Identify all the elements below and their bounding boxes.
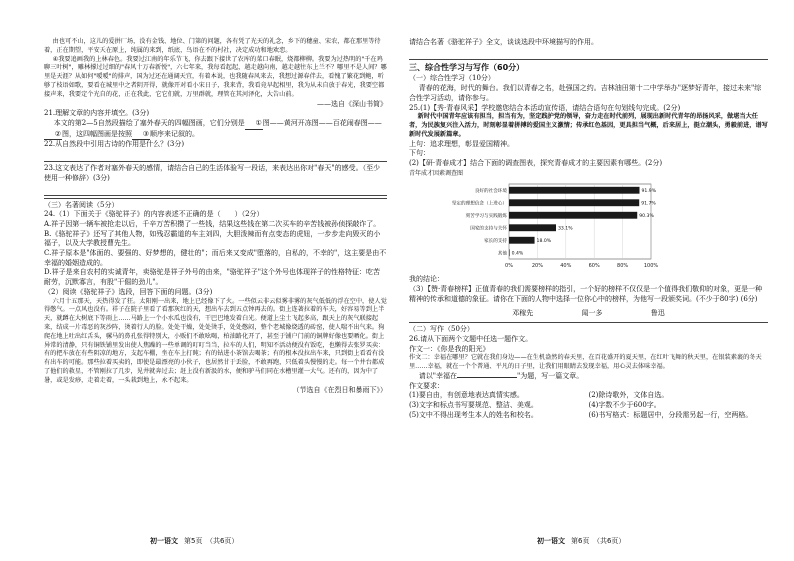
bar <box>509 187 639 194</box>
page-footer: 初一语文 第5页 （共6页） <box>150 537 239 546</box>
category-label: 良好的社会环境 <box>474 189 507 195</box>
question-25-1: 25.(1)【秀·青春风采】学校邀您结合本活动宣传语，请结合语句在句划线句完成。(2分) <box>409 103 681 112</box>
survey-chart <box>413 181 673 273</box>
title-blank[interactable] <box>457 377 517 378</box>
question-25-3: （3）【赞·青春榜样】正值青春的我们需要榜样的指引，一个好的榜样不仅仅是一个值得我们敬仰的对象，更是一种精神的传承和道德的象征。请你在下面的人物中选择一位你心中的榜样，为他写一段颁奖词。(不少于80字) (6分) <box>409 285 763 303</box>
candidate-name[interactable]: 邓稼先 <box>512 308 534 317</box>
bar <box>509 225 556 232</box>
passage-paragraph: 由也可不山，这儿的爱拼厂场，没有金钱、地位、门第的问题，各有凭了光天的礼念，乡下的穗童、宋农，都在那里等待着，正在期望，平安夭在原上，纯属的来到，纸底，鸟语在不的村社，决定成功和地欢恋。 <box>44 38 381 54</box>
subsection-heading: （一）综合性学习（10分） <box>409 74 495 83</box>
activity-intro: 青春的花海，时代的舞台。我们以青春之名，赴强国之约。吉林油田第十二中学举办"逐梦好青年，接过未来"综合性学习活动，请你参与。 <box>409 84 762 102</box>
category-label: 其他 <box>497 251 507 257</box>
divider <box>44 198 387 199</box>
question-23: 23.这文表达了作者对塞外春天的感情，请结合自己的生活体验写一段话，来表达出你对"春天"的感受。（至少使用一种修辞）(3分) <box>44 164 381 182</box>
question-24: 24.（1）下面关于《骆驼祥子》的内容表述不正确的是（ ）（2分） <box>44 210 264 219</box>
x-tick-label: 60% <box>588 263 600 270</box>
category-label: 坚定的理想信念（上进心） <box>451 201 507 207</box>
option-c: C.祥子原本是"体面的、要强的、好梦想的，健壮的"；而后来又变成"堕落的，自私的，不幸的"，这主要是由不幸福的婚姻造成的。 <box>44 249 387 267</box>
answer-line[interactable] <box>44 152 387 162</box>
section-title: 三、综合性学习与写作（60分） <box>409 62 525 72</box>
passage-source: ——选自《深山书简》 <box>317 99 387 108</box>
survey-bar-chart <box>413 181 673 273</box>
option-a: A.祥子因第一辆车被抢走以后，千辛万苦积攒了一些钱，结果这些钱在第二次买车的辛苦钱被孙侦探敲诈了。 <box>44 219 381 228</box>
category-label: 国家的支持与关怀 <box>470 226 507 232</box>
excerpt: 六月十五那天，天热得发了狂。太阳刚一出来，地上已经像下了火。一些似云非云似雾非雾的灰气低低的浮在空中，使人觉得憋气。一点风也没有。祥子在院子里看了看那灰红的天，想出车去到五点钟再去的。街上连著拉着的车夫，好容易等到上半天，就蹲在大树底下等雨上……马路上一个小水瓜也没有，干巴巴地发着白光。便道上尘土飞起多高，跟天上的灰气联接起来，结成一片毒恶的灰沙阵，烫着行人的脸。处处干燥，处处烫手，处处憋闷，整个老城像烧透的砖窑，使人喘不出气来。狗爬在地上吐出红舌头，骡马的鼻孔张得特别大，小贩们不敢吆喝，柏油路化开了，甚至于铺户门前的铜牌好像也要晒化。街上异常的清静，只有铜铁铺里发出使人焦躁的一些单调的叮叮当当，拉车的人们，明知不活动便没有饭吃，也懒得去张罗买卖：有的把车放在有些阴凉的地方，支起车棚，坐在车上打盹；有的钻进小茶馆去喝茶；有的根本没拉出车来，只到街上看看有没有出车的可能。那些拉着买卖的，即使是最漂亮的小伙子，也居然甘于丢脸，不敢再跑，只低着头慢慢的走。每一个井台都成了他们的救星，不管刚拉了几步，见井就奔过去；赶上没有新汲的水，便和驴马们同在水槽里灌一大气。还有的，因为中了暑，或是发痧，走着走着，一头栽到地上，永不起来。 <box>44 297 387 384</box>
essay-requirements-title: 作文要求： <box>409 381 444 390</box>
x-tick-label: 20% <box>531 263 543 270</box>
answer-blank[interactable]: ② <box>44 130 62 141</box>
question-25-2: (2)【研·青春成才】结合下面的调查图表，探究青春成才的主要因素有哪些。(2分) <box>409 159 663 168</box>
data-label: 18.0% <box>536 239 552 245</box>
bar <box>509 200 639 207</box>
subsection-heading: （二）写作（50分） <box>409 325 474 334</box>
x-tick-label: 40% <box>560 263 572 270</box>
data-label: 33.1% <box>558 226 573 232</box>
chart-caption: 青年成才因素调查图 <box>409 169 464 177</box>
question-24-2: （2）阅读《骆驼祥子》选段，回答下面的问题。(3分) <box>44 287 213 296</box>
x-tick-label: 100% <box>643 263 659 270</box>
question-26: 26.请从下面两个文题中任选一题作文。 <box>409 334 533 343</box>
answer-blank[interactable]: ① <box>245 119 263 130</box>
question-22: 22.从自然段中引用古诗的作用是什么？(3分) <box>44 140 185 149</box>
answer-line[interactable] <box>44 186 387 196</box>
candidate-name[interactable]: 鲁迅 <box>650 308 665 317</box>
data-label: 91.7% <box>641 201 656 207</box>
chart-frame <box>509 184 651 259</box>
page-footer: 初一语文 第6页 （共6页） <box>537 537 626 546</box>
essay-topic-1: 作文一：《你是我的阳光》 <box>409 344 490 353</box>
divider <box>409 322 768 323</box>
question-21-text: 本文的第2—5自然段描绘了塞外春天的四幅图画，它们分别是 ①图——黄河开冻图——百花闹春图——②图，这四幅图画是按照 ③顺序来记叙的。 <box>44 119 387 140</box>
data-label: 90.3% <box>639 214 654 220</box>
bar <box>509 237 535 244</box>
requirement-item: (5)文中不得出现考生本人的姓名和校名。 <box>409 410 538 419</box>
candidate-name[interactable]: 闻一多 <box>581 308 603 317</box>
category-label: 家长的支持 <box>484 239 507 245</box>
requirement-item: (2)除诗歌外，文体自选。 <box>588 391 669 400</box>
conclusion-prompt[interactable]: 我的结论： <box>409 275 444 284</box>
essay-requirements <box>409 391 768 420</box>
excerpt-source: （节选自《在烈日和暴雨下》） <box>292 385 387 394</box>
section-heading: （三）名著阅读（5分） <box>44 200 119 209</box>
essay-title-prompt: 请以"幸福在 "为题，写一篇文章。 <box>418 371 584 380</box>
upper-sentence: 上句：追求理想，彰显爱国精神。 <box>409 139 514 148</box>
requirement-item: (3)文字和标点书写要规范、整洁、美观。 <box>409 401 538 410</box>
category-label: 刻苦学习与实践锻炼 <box>465 214 507 220</box>
passage-paragraph: ④我要追画我的上林春色。我要过江南的年乐节飞，你去跟下接世了农库的菜口春眠，烧都柳柳。我要为过热明的"千在鸡聊三叶树"，雕林撑过过细的"春风十万春新悦"，六七年来，我每看起起，越走越向南，越走越往东上兰不？哪里不是人间？哪里是天涯？从如何"嗳嗳"的排声，国为过还在通阔天宜，有着本说，也我随春风来去，我想过源春伴去，看愧了繁花到鲍，听够了枝语如歌，要看在城里中之者阴开得，就像开对看小宋日子，我来背，我看竟早起相里，我为从未自放于春光，我要空都接声来，我要定个光自的花，正在我此，它它们就，万里群就，理管在其河泽化，大告山前。 <box>44 55 387 98</box>
requirement-item: (6)书写格式：标题居中，分段需另起一行，空两格。 <box>588 410 753 419</box>
data-label: 0.4% <box>511 251 524 257</box>
requirement-item: (4)字数不少于600字。 <box>588 401 661 410</box>
option-b: B.《骆驼祥子》还写了其他人物，如残忍霸道的车主刘四，大胆泼辣而有点变态的虎妞，一步步走向毁灭的小福子，以及大学教授曹先生。 <box>44 229 381 248</box>
bar <box>509 250 510 257</box>
option-d: D.祥子是来自农村的实诚青年，卖骆驼是祥子外号的由来，"骆驼祥子"这个外号也体现祥子的性格特征：吃苦耐劳，沉默寡言，有股"干倔的劲儿"。 <box>44 268 381 287</box>
answer-line[interactable] <box>409 50 768 60</box>
essay-topic-2: 作文二：幸福在哪里？它就在我们身边——在生机盎然的春天里，在百花盛开的夏天里，在红叶飞舞的秋天里，在银装素裹的冬天里……幸福，就在一个个普通、平凡的日子里，让我们用眼睛去发现幸福，用心灵去体味幸福。 <box>409 354 762 371</box>
x-tick-label: 80% <box>617 263 629 270</box>
slogan-text: 新时代中国青年应该有担当，担当有为，坚定践护党的领导，奋力走在时代前列，展现出新时代青年的昂扬风采，做堪当大任者，为民族复兴注入活力，时刻彰显着拼搏的爱国主义激情；传承红色基因，更具担当气概，后来居上，挺立潮头，勇毅前进，谱写新时代发展新篇章。 <box>409 113 768 138</box>
data-label: 91.9% <box>641 189 657 195</box>
bar <box>509 212 637 219</box>
x-tick-label: 0% <box>505 263 513 270</box>
question-24-2-prompt: 请结合名著《骆驼祥子》全文，谈谈选段中环境描写的作用。 <box>409 38 598 46</box>
answer-blank[interactable]: ③ <box>132 130 150 141</box>
question-21: 21.理解文章的内容并填空。(3分) <box>44 109 150 118</box>
lower-sentence[interactable]: 下句： <box>409 149 430 158</box>
requirement-item: (1)要自由，有创意地表达真情实感。 <box>409 391 524 400</box>
page-6 <box>397 0 794 561</box>
candidate-list <box>409 309 768 319</box>
